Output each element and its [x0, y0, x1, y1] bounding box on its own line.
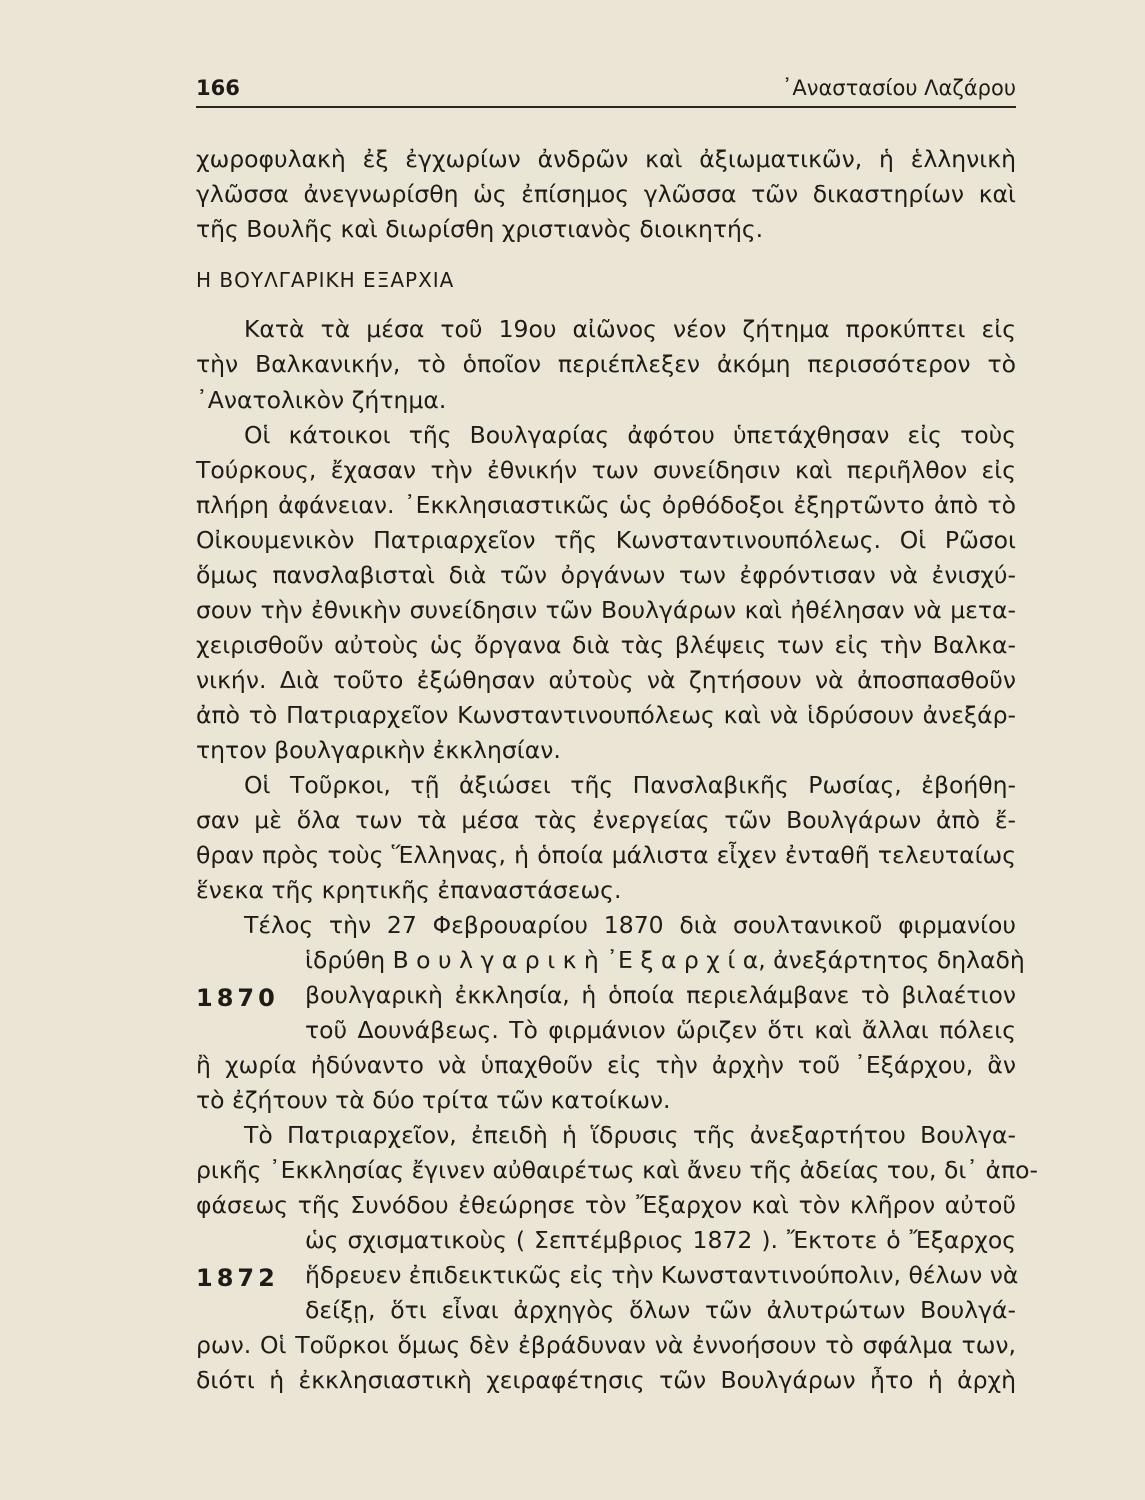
section-heading: Η ΒΟΥΛΓΑΡΙΚΗ ΕΞΑΡΧΙΑ [196, 268, 455, 292]
text-line: Κατὰ τὰ μέσα τοῦ 19ου αἰῶνος νέον ζήτημα προκύπτει εἰς [244, 315, 1016, 343]
text-line: ρικῆς ᾿Εκκλησίας ἔγινεν αὐθαιρέτως καὶ ἄνευ τῆς ἀδείας του, δι᾿ ἀπο- [196, 1156, 1039, 1184]
page-number: 166 [196, 76, 240, 100]
text-line: τοῦ Δουνάβεως. Τὸ φιρμάνιον ὥριζεν ὅτι καὶ ἄλλαι πόλεις [305, 1016, 1016, 1044]
text-line: ἱδρύθη Β ο υ λ γ α ρ ι κ ὴ ᾿Ε ξ α ρ χ ί α, ἀνεξάρτητος δηλαδὴ [305, 946, 1025, 974]
text-line: σαν μὲ ὅλα των τὰ μέσα τὰς ἐνεργείας τῶν Βουλγάρων ἀπὸ ἔ- [196, 806, 1016, 834]
text-line: ἕνεκα τῆς κρητικῆς ἐπαναστάσεως. [196, 876, 622, 904]
text-line: Τὸ Πατριαρχεῖον, ἐπειδὴ ἡ ἵδρυσις τῆς ἀνεξαρτήτου Βουλγα- [244, 1121, 1016, 1149]
text-line: Οἱ κάτοικοι τῆς Βουλγαρίας ἀφότου ὑπετάχθησαν εἰς τοὺς [244, 421, 1016, 449]
text-line: πλήρη ἀφάνειαν. ᾿Εκκλησιαστικῶς ὡς ὀρθόδοξοι ἐξηρτῶντο ἀπὸ τὸ [196, 491, 1016, 519]
text-line: Οἰκουμενικὸν Πατριαρχεῖον τῆς Κωνσταντινουπόλεως. Οἱ Ρῶσοι [196, 526, 1016, 554]
margin-year-1870: 1870 [196, 984, 279, 1012]
text-line: χωροφυλακὴ ἐξ ἐγχωρίων ἀνδρῶν καὶ ἀξιωματικῶν, ἡ ἑλληνικὴ [196, 145, 1016, 173]
text-line: τὴν Βαλκανικήν, τὸ ὁποῖον περιέπλεξεν ἀκόμη περισσότερον τὸ [196, 350, 1016, 378]
text-line: νικήν. Διὰ τοῦτο ἐξώθησαν αὐτοὺς νὰ ζητήσουν νὰ ἀποσπασθοῦν [196, 666, 1016, 694]
text-line: ρων. Οἱ Τοῦρκοι ὅμως δὲν ἐβράδυναν νὰ ἐννοήσουν τὸ σφάλμα των, [196, 1331, 1016, 1359]
text-line: ἥδρευεν ἐπιδεικτικῶς εἰς τὴν Κωνσταντινούπολιν, θέλων νὰ [305, 1261, 1019, 1289]
text-line: ὡς σχισματικοὺς ( Σεπτέμβριος 1872 ). Ἔκτοτε ὁ Ἔξαρχος [305, 1226, 1016, 1254]
text-line: δείξῃ, ὅτι εἶναι ἀρχηγὸς ὅλων τῶν ἀλυτρώτων Βουλγά- [305, 1296, 1016, 1324]
text-line: ἢ χωρία ἠδύναντο νὰ ὑπαχθοῦν εἰς τὴν ἀρχὴν τοῦ ᾿Εξάρχου, ἂν [196, 1051, 1016, 1079]
text-line: τητον βουλγαρικὴν ἐκκλησίαν. [196, 736, 561, 764]
text-line: σουν τὴν ἐθνικὴν συνείδησιν τῶν Βουλγάρων καὶ ἠθέλησαν νὰ μετα- [196, 596, 1016, 624]
text-line: ἀπὸ τὸ Πατριαρχεῖον Κωνσταντινουπόλεως καὶ νὰ ἱδρύσουν ἀνεξάρ- [196, 701, 1016, 729]
text-line: βουλγαρικὴ ἐκκλησία, ἡ ὁποία περιελάμβανε τὸ βιλαέτιον [305, 981, 1016, 1009]
text-line: Τέλος τὴν 27 Φεβρουαρίου 1870 διὰ σουλτανικοῦ φιρμανίου [244, 911, 1016, 939]
text-line: διότι ἡ ἐκκλησιαστικὴ χειραφέτησις τῶν Βουλγάρων ἦτο ἡ ἀρχὴ [196, 1366, 1016, 1394]
text-line: φάσεως τῆς Συνόδου ἐθεώρησε τὸν Ἔξαρχον καὶ τὸν κλῆρον αὐτοῦ [196, 1191, 1016, 1219]
text-line: τῆς Βουλῆς καὶ διωρίσθη χριστιανὸς διοικητής. [196, 215, 764, 243]
text-line: χειρισθοῦν αὐτοὺς ὡς ὄργανα διὰ τὰς βλέψεις των εἰς τὴν Βαλκα- [196, 631, 1016, 659]
text-line: τὸ ἐζήτουν τὰ δύο τρίτα τῶν κατοίκων. [196, 1086, 671, 1114]
text-line: ὅμως πανσλαβισταὶ διὰ τῶν ὀργάνων των ἐφρόντισαν νὰ ἐνισχύ- [196, 561, 1016, 589]
text-line: γλῶσσα ἀνεγνωρίσθη ὡς ἐπίσημος γλῶσσα τῶν δικαστηρίων καὶ [196, 180, 1016, 208]
text-line: Οἱ Τοῦρκοι, τῇ ἀξιώσει τῆς Πανσλαβικῆς Ρωσίας, ἐβοήθη- [244, 771, 1016, 799]
text-line: ᾿Ανατολικὸν ζήτημα. [196, 386, 447, 414]
text-line: Τούρκους, ἔχασαν τὴν ἐθνικήν των συνείδησιν καὶ περιῆλθον εἰς [196, 456, 1016, 484]
page-header [196, 70, 1016, 108]
margin-year-1872: 1872 [196, 1264, 279, 1292]
running-head: ᾿Αναστασίου Λαζάρου [781, 76, 1016, 100]
text-line: θραν πρὸς τοὺς Ἕλληνας, ἡ ὁποία μάλιστα εἶχεν ἐνταθῆ τελευταίως [196, 841, 1016, 869]
